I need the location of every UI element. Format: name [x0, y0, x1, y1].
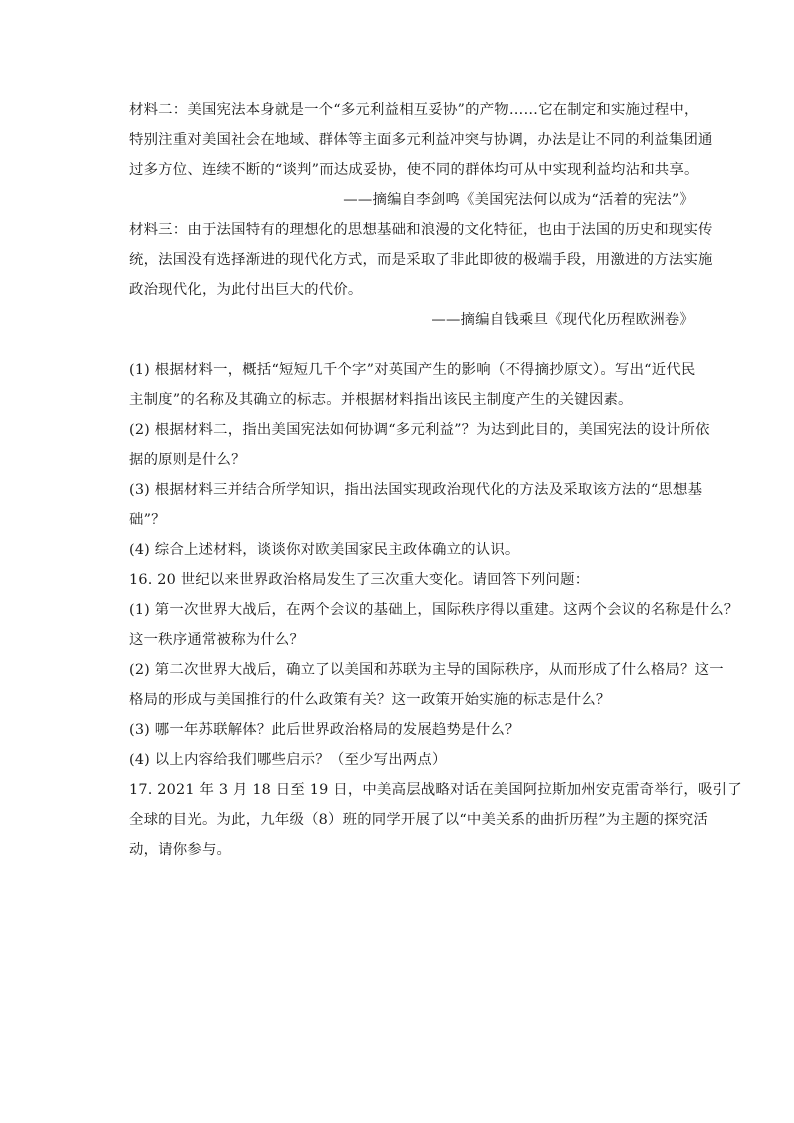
- q17: [129, 780, 742, 860]
- material-three-line: 政治现代化，为此付出巨大的代价。: [129, 282, 363, 298]
- q15-sub2: [129, 420, 710, 470]
- material-two-line: 材料二：美国宪法本身就是一个“多元利益相互妥协”的产物……它在制定和实施过程中，: [129, 102, 699, 118]
- question-line: (3) 根据材料三并结合所学知识，指出法国实现政治现代化的方法及采取该方法的“思想基: [129, 482, 703, 498]
- q15-sub4: [129, 540, 694, 560]
- spacer: [129, 340, 694, 360]
- q16-sub3: [129, 720, 694, 740]
- material-two: [129, 100, 713, 180]
- document-page: [129, 100, 742, 870]
- question-stem: 16. 20 世纪以来世界政治格局发生了三次重大变化。请回答下列问题：: [129, 572, 590, 588]
- q16-sub4: [129, 750, 694, 770]
- question-line: 础”？: [129, 512, 166, 528]
- material-two-citation: ——摘编自李剑鸣《美国宪法何以成为“活着的宪法”》: [343, 192, 694, 208]
- material-three-citation: ——摘编自钱乘旦《现代化历程欧洲卷》: [431, 312, 694, 328]
- q16-sub2: [129, 660, 724, 710]
- question-line: (1) 根据材料一，概括“短短几千个字”对英国产生的影响（不得摘抄原文）。写出“近代民: [129, 362, 696, 378]
- question-line: 这一秩序通常被称为什么？: [129, 632, 305, 648]
- question-line: 主制度”的名称及其确立的标志。并根据材料指出该民主制度产生的关键因素。: [129, 392, 633, 408]
- q15-sub3: [129, 480, 703, 530]
- question-line: (4) 综合上述材料，谈谈你对欧美国家民主政体确立的认识。: [129, 542, 520, 558]
- question-line: (1) 第一次世界大战后，在两个会议的基础上，国际秩序得以重建。这两个会议的名称是什么？: [129, 602, 739, 618]
- question-line: 动，请你参与。: [129, 842, 232, 858]
- material-two-line: 特别注重对美国社会在地域、群体等主面多元利益冲突与协调，办法是让不同的利益集团通: [129, 132, 713, 148]
- question-line: 格局的形成与美国推行的什么政策有关？这一政策开始实施的标志是什么？: [129, 692, 611, 708]
- question-line: (4) 以上内容给我们哪些启示？（至少写出两点）: [129, 752, 447, 768]
- question-line: (2) 第二次世界大战后，确立了以美国和苏联为主导的国际秩序，从而形成了什么格局？这一: [129, 662, 724, 678]
- material-three: [129, 220, 713, 300]
- question-line: (2) 根据材料二，指出美国宪法如何协调“多元利益”？为达到此目的，美国宪法的设计所依: [129, 422, 710, 438]
- material-three-line: 材料三：由于法国特有的理想化的思想基础和浪漫的文化特征，也由于法国的历史和现实传: [129, 222, 713, 238]
- material-three-line: 统，法国没有选择渐进的现代化方式，而是采取了非此即彼的极端手段，用激进的方法实施: [129, 252, 713, 268]
- question-line: 全球的目光。为此，九年级（8）班的同学开展了以“中美关系的曲折历程”为主题的探究活: [129, 812, 708, 828]
- question-line: 17. 2021 年 3 月 18 日至 19 日，中美高层战略对话在美国阿拉斯加州安克雷奇举行，吸引了: [129, 782, 742, 798]
- question-line: (3) 哪一年苏联解体？此后世界政治格局的发展趋势是什么？: [129, 722, 520, 738]
- q16-stem: [129, 570, 694, 590]
- q16-sub1: [129, 600, 739, 650]
- material-two-line: 过多方位、连续不断的“谈判”而达成妥协，使不同的群体均可从中实现利益均沾和共享。: [129, 162, 699, 178]
- q15-sub1: [129, 360, 694, 410]
- question-line: 据的原则是什么？: [129, 452, 246, 468]
